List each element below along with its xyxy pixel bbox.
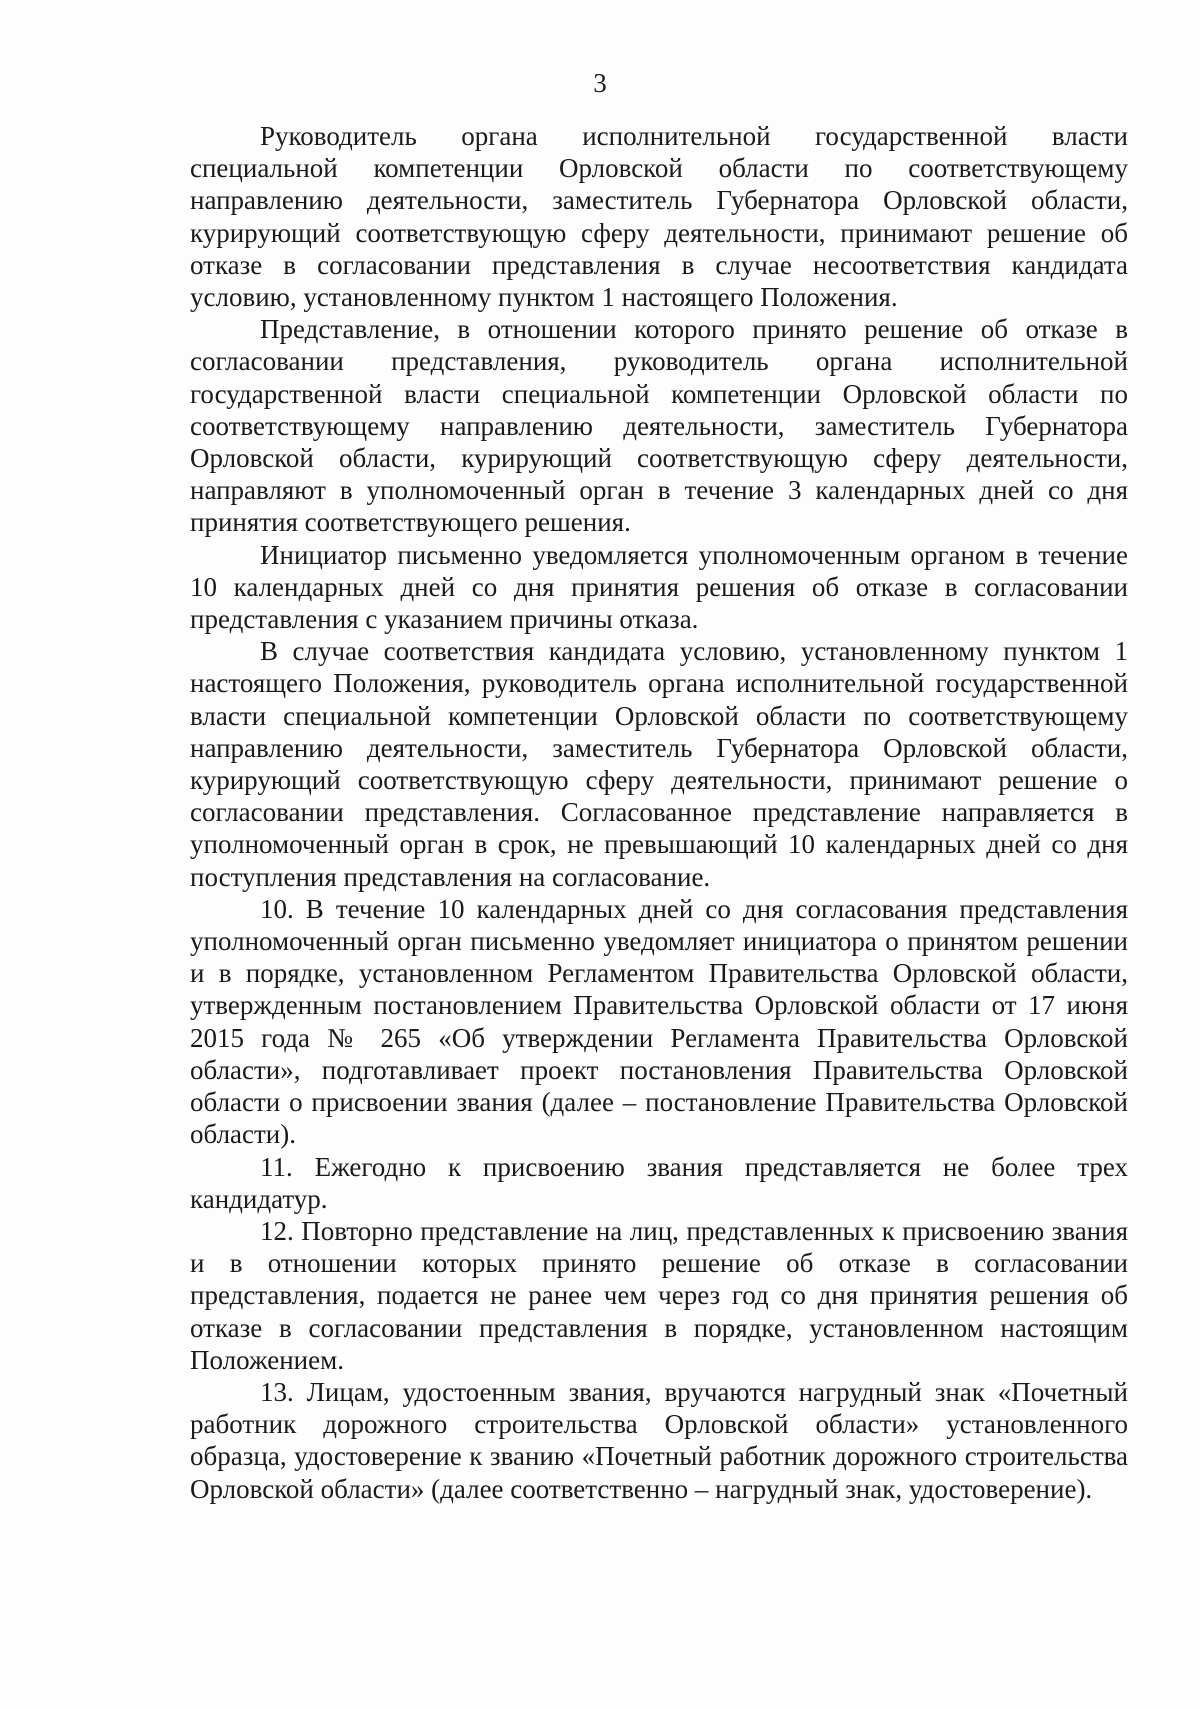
- paragraph-approval-decision: В случае соответствия кандидата условию, установленному пунктом 1 настоящего Положения, руководитель органа исполнительной государственной власти специальной компетенции Орловской области по соответствующему направлению деятельности, заместитель Губернатора Орловской области, курирующий соответствующую сферу деятельности, принимают решение о согласовании представления. Согласованное представление направляется в уполномоченный орган в срок, не превышающий 10 календарных дней со дня поступления представления на согласование.: [190, 636, 1128, 892]
- paragraph-item-13: 13. Лицам, удостоенным звания, вручаются нагрудный знак «Почетный работник дорожного строительства Орловской области» установленного образца, удостоверение к званию «Почетный работник дорожного строительства Орловской области» (далее соответственно – нагрудный знак, удостоверение).: [190, 1376, 1128, 1504]
- document-body: [190, 120, 1128, 1505]
- paragraph-item-11: 11. Ежегодно к присвоению звания представляется не более трех кандидатур.: [190, 1151, 1128, 1214]
- page-number: 3: [593, 68, 607, 98]
- paragraph-item-10: 10. В течение 10 календарных дней со дня согласования представления уполномоченный орган письменно уведомляет инициатора о принятом решении и в порядке, установленном Регламентом Правительства Орловской области, утвержденным постановлением Правительства Орловской области от 17 июня 2015 года № 265 «Об утверждении Регламента Правительства Орловской области», подготавливает проект постановления Правительства Орловской области о присвоении звания (далее – постановление Правительства Орловской области).: [190, 893, 1128, 1150]
- paragraph-rejection-decision: Руководитель органа исполнительной государственной власти специальной компетенции Орловской области по соответствующему направлению деятельности, заместитель Губернатора Орловской области, курирующий соответствующую сферу деятельности, принимают решение об отказе в согласовании представления в случае несоответствия кандидата условию, установленному пунктом 1 настоящего Положения.: [190, 121, 1128, 313]
- paragraph-item-12: 12. Повторно представление на лиц, представленных к присвоению звания и в отношении которых принято решение об отказе в согласовании представления, подается не ранее чем через год со дня принятия решения об отказе в согласовании представления в порядке, установленном настоящим Положением.: [190, 1215, 1128, 1375]
- paragraph-rejected-submission: Представление, в отношении которого принято решение об отказе в согласовании представления, руководитель органа исполнительной государственной власти специальной компетенции Орловской области по соответствующему направлению деятельности, заместитель Губернатора Орловской области, курирующий соответствующую сферу деятельности, направляют в уполномоченный орган в течение 3 календарных дней со дня принятия соответствующего решения.: [190, 314, 1128, 538]
- paragraph-initiator-notice: Инициатор письменно уведомляется уполномоченным органом в течение 10 календарных дней со дня принятия решения об отказе в согласовании представления с указанием причины отказа.: [190, 539, 1128, 635]
